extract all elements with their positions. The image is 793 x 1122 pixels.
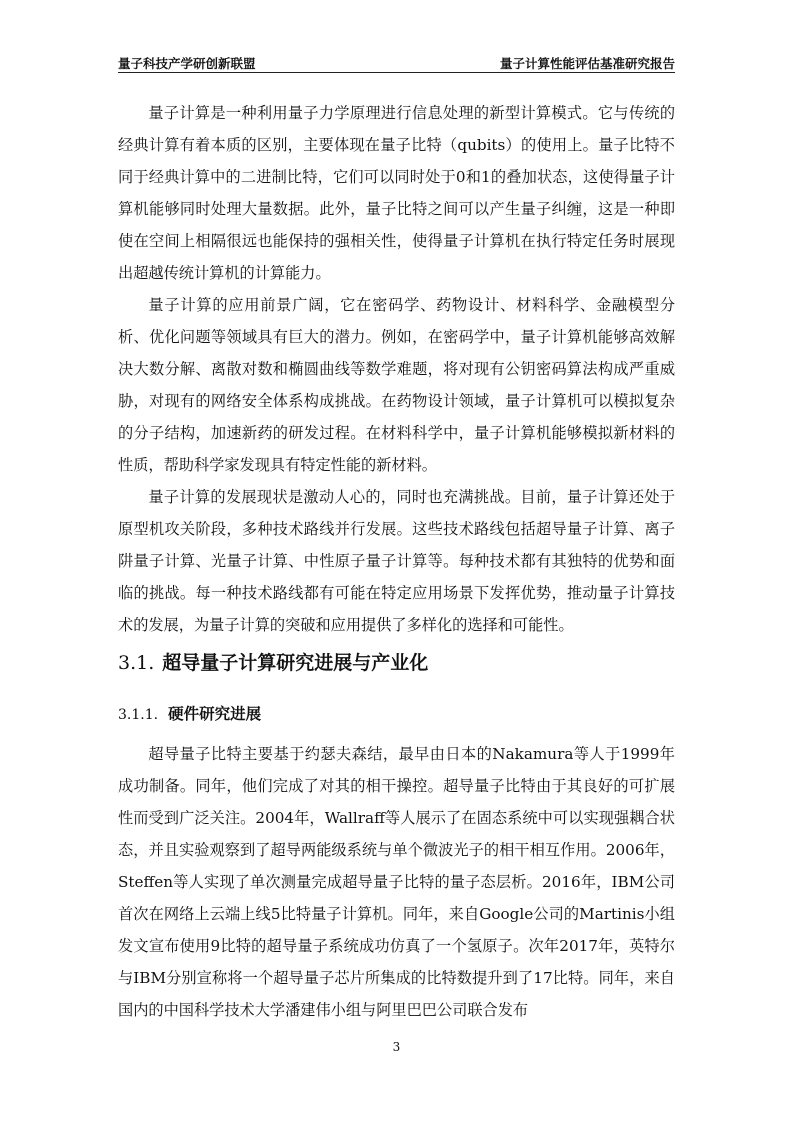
- header-divider: [118, 72, 675, 73]
- paragraph-intro: 量子计算是一种利用量子力学原理进行信息处理的新型计算模式。它与传统的经典计算有着本质的区别，主要体现在量子比特（qubits）的使用上。量子比特不同于经典计算中的二进制比特，它们可以同时处于0和1的叠加状态，这使得量子计算机能够同时处理大量数据。此外，量子比特之间可以产生量子纠缠，这是一种即使在空间上相隔很远也能保持的强相关性，使得量子计算机在执行特定任务时展现出超越传统计算机的计算能力。: [118, 104, 675, 282]
- paragraph-status: 量子计算的发展现状是激动人心的，同时也充满挑战。目前，量子计算还处于原型机攻关阶段，多种技术路线并行发展。这些技术路线包括超导量子计算、离子阱量子计算、光量子计算、中性原子量子计算等。每种技术都有其独特的优势和面临的挑战。每一种技术路线都有可能在特定应用场景下发挥优势，推动量子计算技术的发展，为量子计算的突破和应用提供了多样化的选择和可能性。: [118, 488, 675, 634]
- paragraph-hardware: 超导量子比特主要基于约瑟夫森结，最早由日本的Nakamura等人于1999年成功制备。同年，他们完成了对其的相干操控。超导量子比特由于其良好的可扩展性而受到广泛关注。2004年，Wallraff等人展示了在固态系统中可以实现强耦合状态，并且实验观察到了超导两能级系统与单个微波光子的相干相互作用。2006年，Steffen等人实现了单次测量完成超导量子比特的量子态层析。2016年，IBM公司首次在网络上云端上线5比特量子计算机。同年，来自Google公司的Martinis小组发文宣布使用9比特的超导量子系统成功仿真了一个氢原子。次年2017年，英特尔与IBM分别宣称将一个超导量子芯片所集成的比特数提升到了17比特。同年，来自国内的中国科学技术大学潘建伟小组与阿里巴巴公司联合发布: [118, 745, 675, 1019]
- header-org: 量子科技产学研创新联盟: [118, 56, 256, 71]
- subsection-body: [118, 738, 675, 1026]
- page-body: [118, 97, 675, 641]
- section-number: 3.1.: [118, 652, 155, 674]
- page-header: [118, 52, 675, 72]
- section-heading: [118, 648, 428, 675]
- subsection-number: 3.1.1.: [118, 707, 159, 723]
- subsection-heading: [118, 702, 261, 724]
- subsection-title: 硬件研究进展: [168, 705, 262, 723]
- paragraph-applications: 量子计算的应用前景广阔，它在密码学、药物设计、材料科学、金融模型分析、优化问题等领域具有巨大的潜力。例如，在密码学中，量子计算机能够高效解决大数分解、离散对数和椭圆曲线等数学难题，将对现有公钥密码算法构成严重威胁，对现有的网络安全体系构成挑战。在药物设计领域，量子计算机可以模拟复杂的分子结构，加速新药的研发过程。在材料科学中，量子计算机能够模拟新材料的性质，帮助科学家发现具有特定性能的新材料。: [118, 296, 675, 474]
- header-report-title: 量子计算性能评估基准研究报告: [499, 56, 675, 71]
- page-number: 3: [392, 1040, 401, 1054]
- section-title: 超导量子计算研究进展与产业化: [162, 652, 429, 674]
